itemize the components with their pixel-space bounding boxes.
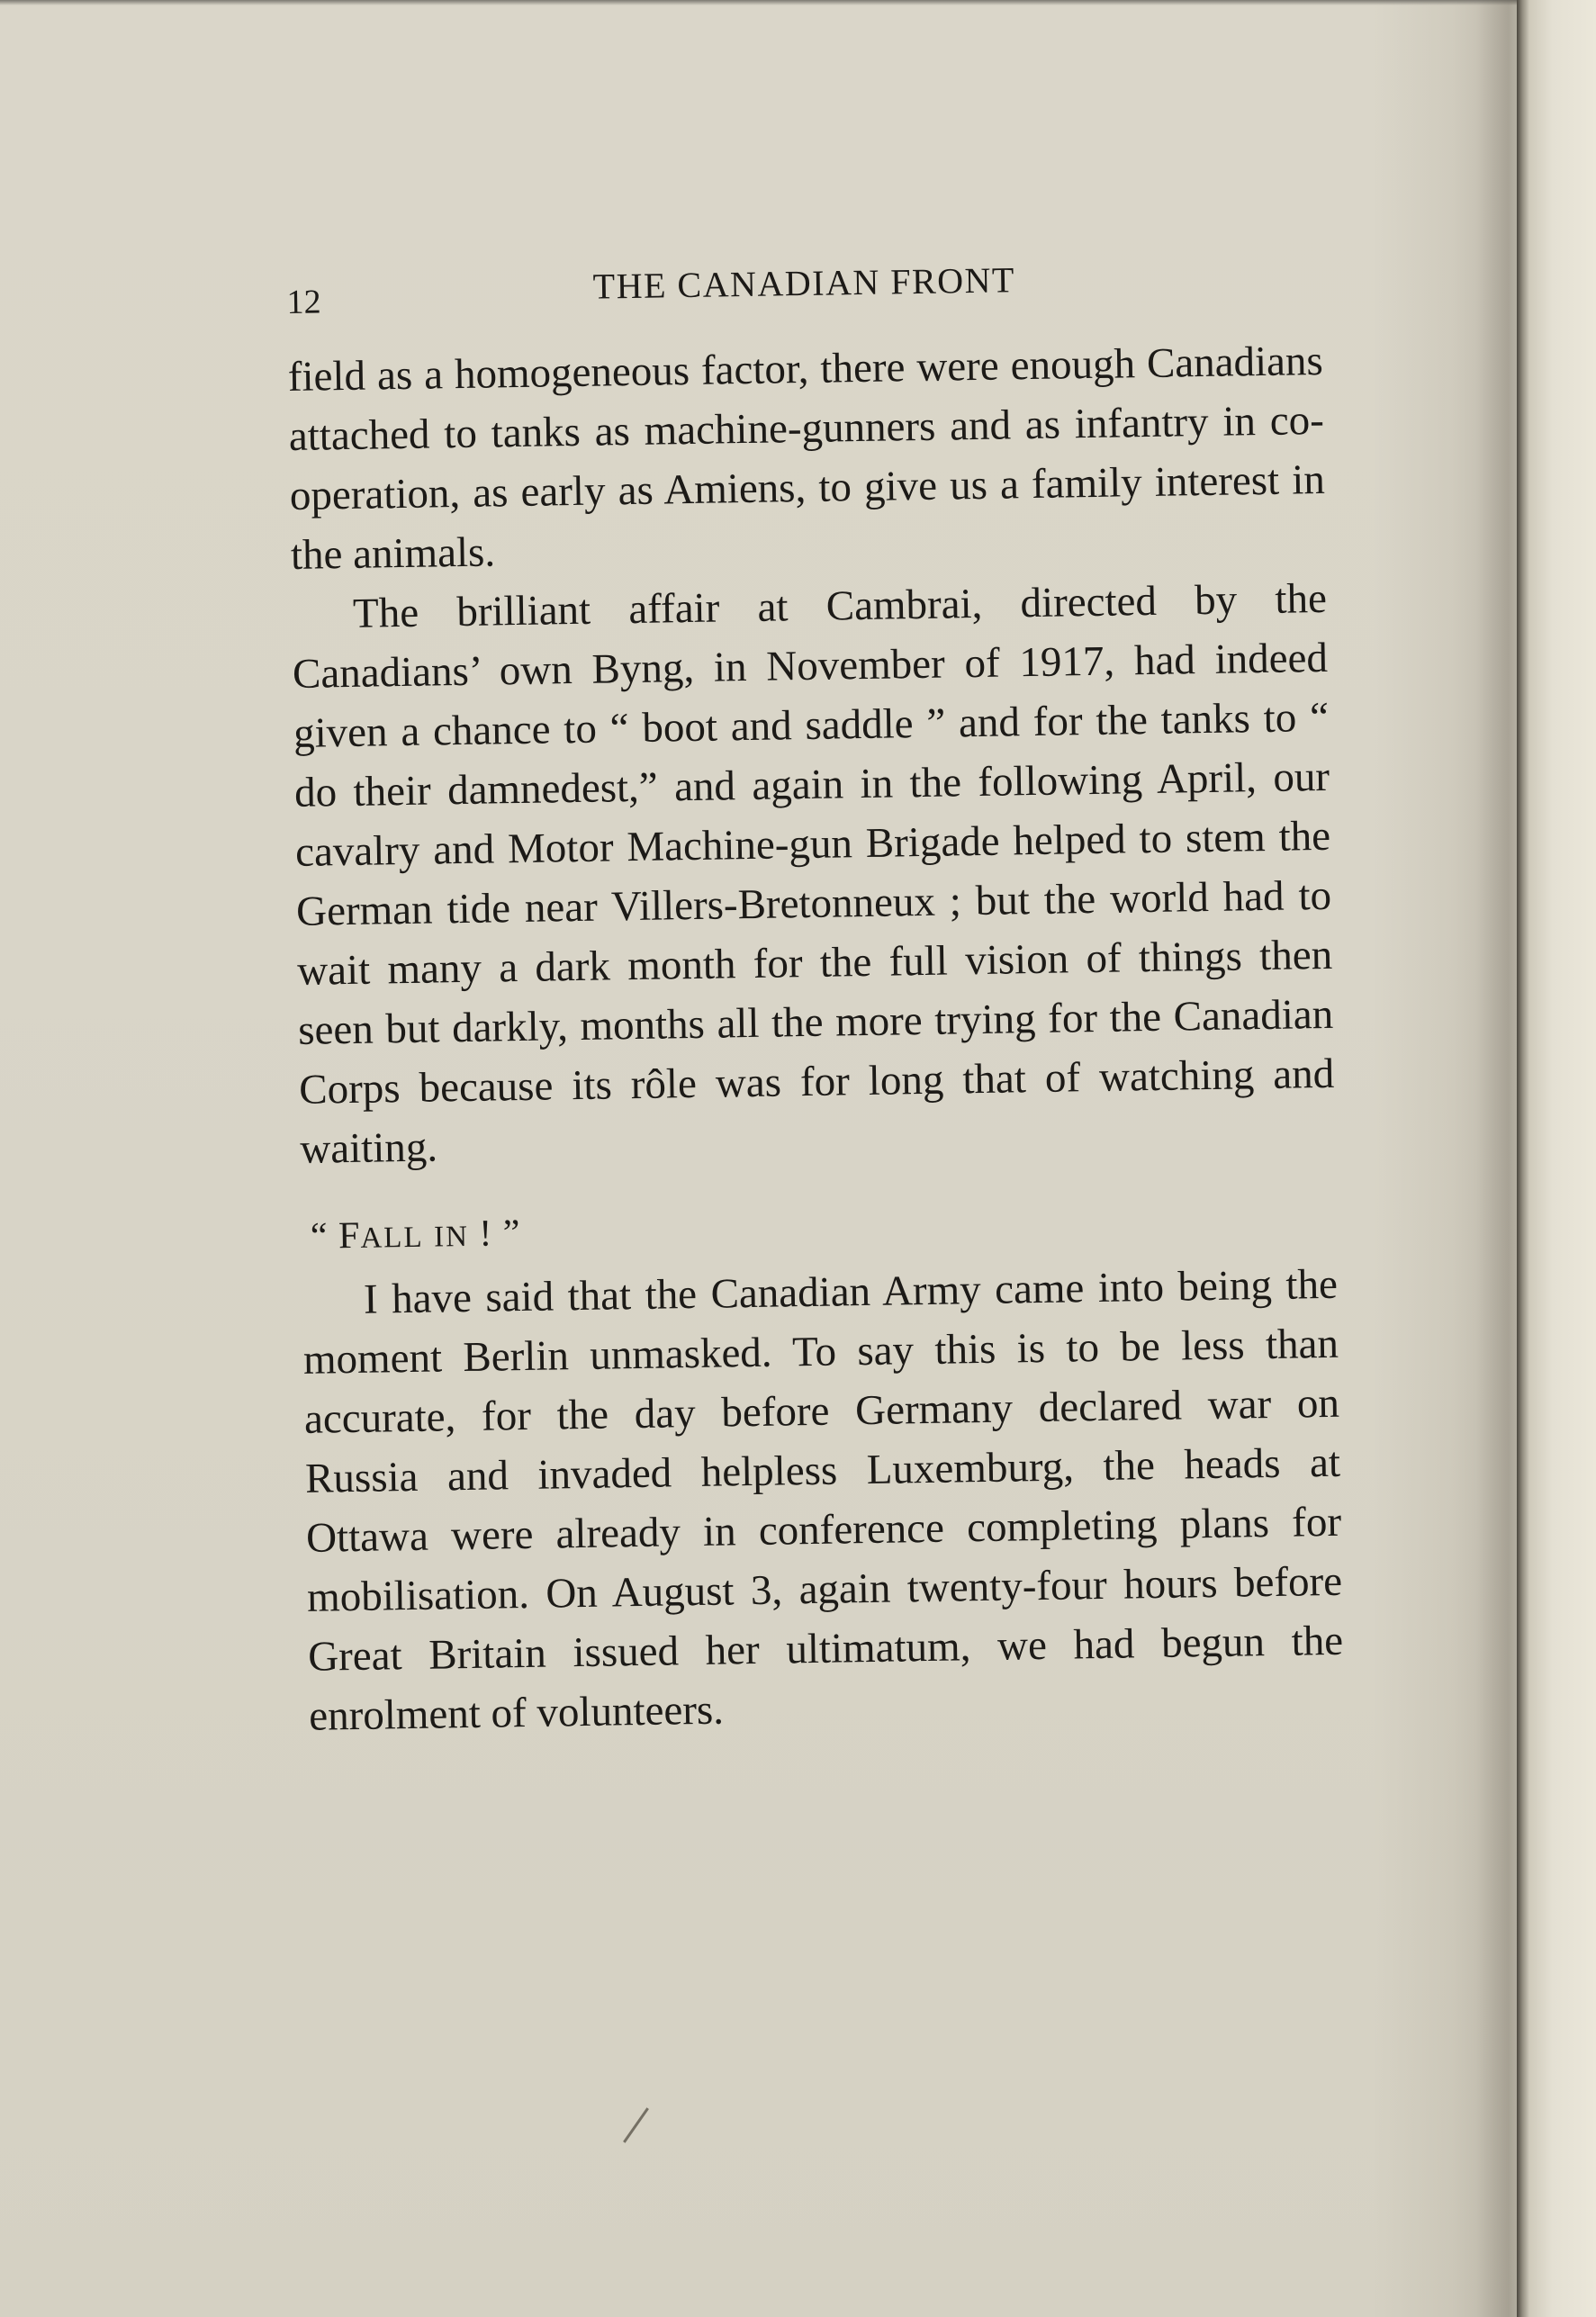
heading-word-rest: ALL (360, 1221, 424, 1255)
page-content (286, 254, 1345, 1746)
gutter-shadow (1476, 0, 1518, 2317)
heading-initial: F (338, 1214, 361, 1258)
heading-open-quote: “ (310, 1215, 329, 1258)
heading-close: ! ” (478, 1213, 521, 1255)
paragraph-continuation: field as a homogeneous factor, there were enough Canadians attached to tanks as machine-gunners and as infantry in co-operation, as early as Amiens, to give us a family interest in the animals. (287, 337, 1326, 579)
running-title: THE CANADIAN FRONT (592, 259, 1016, 307)
paragraph-cambrai: The brilliant affair at Cambrai, directed by the Canadians’ own Byng, in November of 1917, had indeed given a chance to “ boot and saddle ” and for the tanks to “ do their damnedest,” and again in the following April, our cavalry and Motor Machine-gun Brigade helped to stem the German tide near Villers-Bretonneux ; but the world had to wait many a dark month for the full vision of things then seen but darkly, months all the more trying for the Canadian Corps because its rôle was for long that of watching and waiting. (292, 574, 1335, 1173)
page-top-edge (0, 0, 1596, 5)
pencil-mark (623, 2107, 649, 2142)
page-number: 12 (286, 283, 321, 321)
adjacent-page-edge (1517, 0, 1596, 2317)
running-head (286, 254, 1322, 324)
section-heading (310, 1199, 1337, 1258)
paragraph-fall-in: I have said that the Canadian Army came into being the moment Berlin unmasked. To say this is to be less than accurate, for the day before Germany declared war on Russia and invaded helpless Luxemburg, the heads at Ottawa were already in conference completing plans for mobilisation. On August 3, again twenty-four hours before Great Britain issued her ultimatum, we had begun the enrolment of volunteers. (302, 1260, 1344, 1740)
heading-word-in: IN (433, 1220, 470, 1254)
